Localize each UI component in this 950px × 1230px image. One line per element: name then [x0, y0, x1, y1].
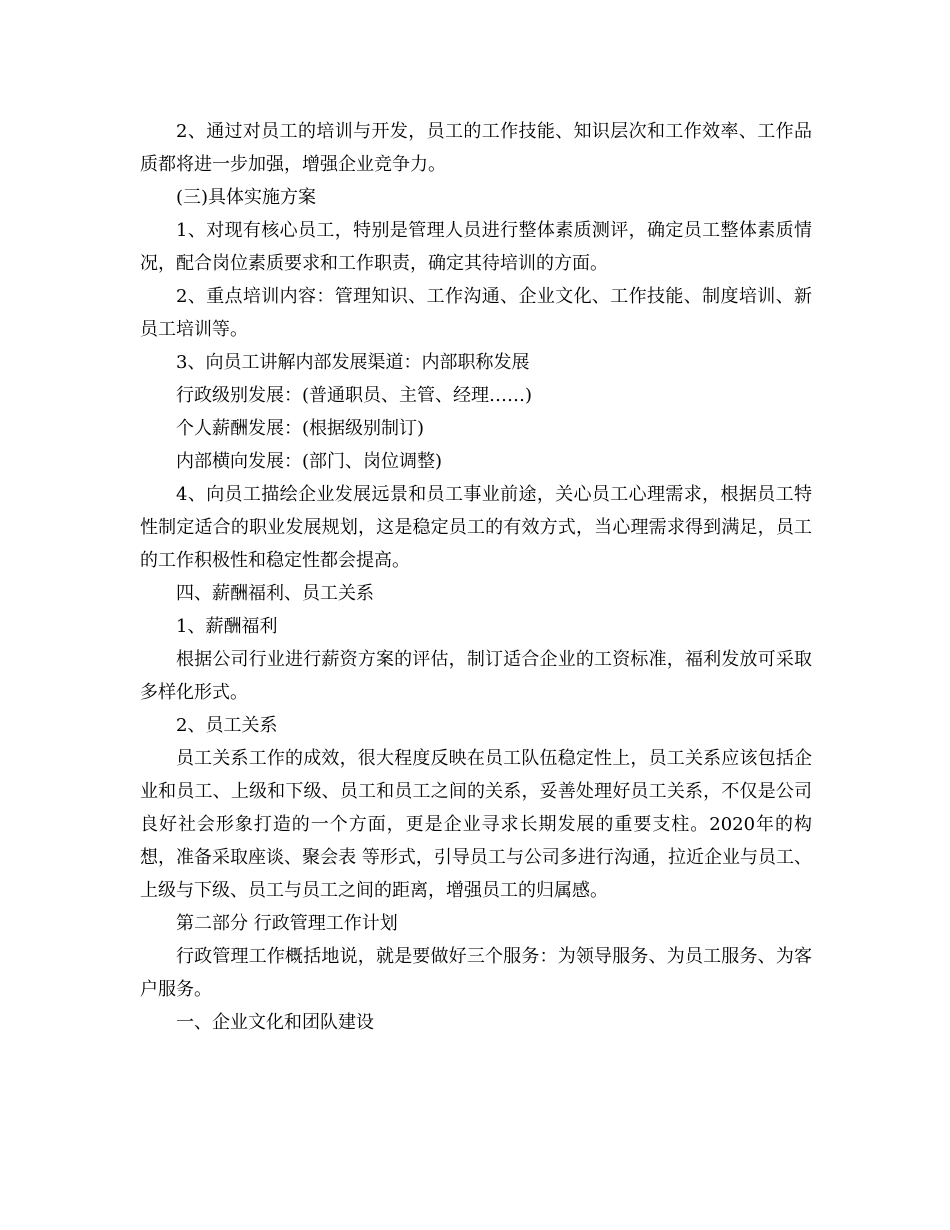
document-body	[140, 115, 812, 1039]
paragraph-employee-relations: 员工关系工作的成效，很大程度反映在员工队伍稳定性上，员工关系应该包括企业和员工、上级和下级、员工和员工之间的关系，妥善处理好员工关系，不仅是公司良好社会形象打造的一个方面，更是企业寻求长期发展的重要支柱。2020年的构想，准备采取座谈、聚会表 等形式，引导员工与公司多进行沟通，拉近企业与员工、上级与下级、员工与员工之间的距离，增强员工的归属感。	[140, 748, 812, 901]
paragraph-horizontal-development: 内部横向发展：(部门、岗位调整)	[176, 451, 443, 472]
heading-salary-employee-relations: 四、薪酬福利、员工关系	[176, 583, 374, 604]
paragraph-plan-item-4: 4、向员工描绘企业发展远景和员工事业前途，关心员工心理需求，根据员工特性制定适合的职业发展规划，这是稳定员工的有效方式，当心理需求得到满足，员工的工作积极性和稳定性都会提高。	[140, 484, 812, 571]
heading-salary-benefits: 1、薪酬福利	[176, 616, 278, 637]
heading-implementation-plan: (三)具体实施方案	[176, 187, 317, 208]
paragraph-salary-development: 个人薪酬发展：(根据级别制订)	[176, 418, 425, 439]
paragraph-admin-overview: 行政管理工作概括地说，就是要做好三个服务：为领导服务、为员工服务、为客户服务。	[140, 946, 812, 1000]
paragraph-admin-level-development: 行政级别发展：(普通职员、主管、经理……)	[176, 385, 533, 406]
heading-part-two: 第二部分 行政管理工作计划	[176, 913, 398, 934]
paragraph-plan-item-2: 2、重点培训内容：管理知识、工作沟通、企业文化、工作技能、制度培训、新员工培训等。	[140, 286, 812, 340]
paragraph-training-benefit-2: 2、通过对员工的培训与开发，员工的工作技能、知识层次和工作效率、工作品质都将进一步加强，增强企业竞争力。	[140, 121, 812, 175]
paragraph-plan-item-3: 3、向员工讲解内部发展渠道：内部职称发展	[176, 352, 530, 373]
paragraph-plan-item-1: 1、对现有核心员工，特别是管理人员进行整体素质测评，确定员工整体素质情况，配合岗位素质要求和工作职责，确定其待培训的方面。	[140, 220, 812, 274]
paragraph-salary-benefits: 根据公司行业进行薪资方案的评估，制订适合企业的工资标准，福利发放可采取多样化形式。	[140, 649, 812, 703]
heading-employee-relations: 2、员工关系	[176, 715, 278, 736]
heading-culture-team-building: 一、企业文化和团队建设	[176, 1012, 374, 1033]
